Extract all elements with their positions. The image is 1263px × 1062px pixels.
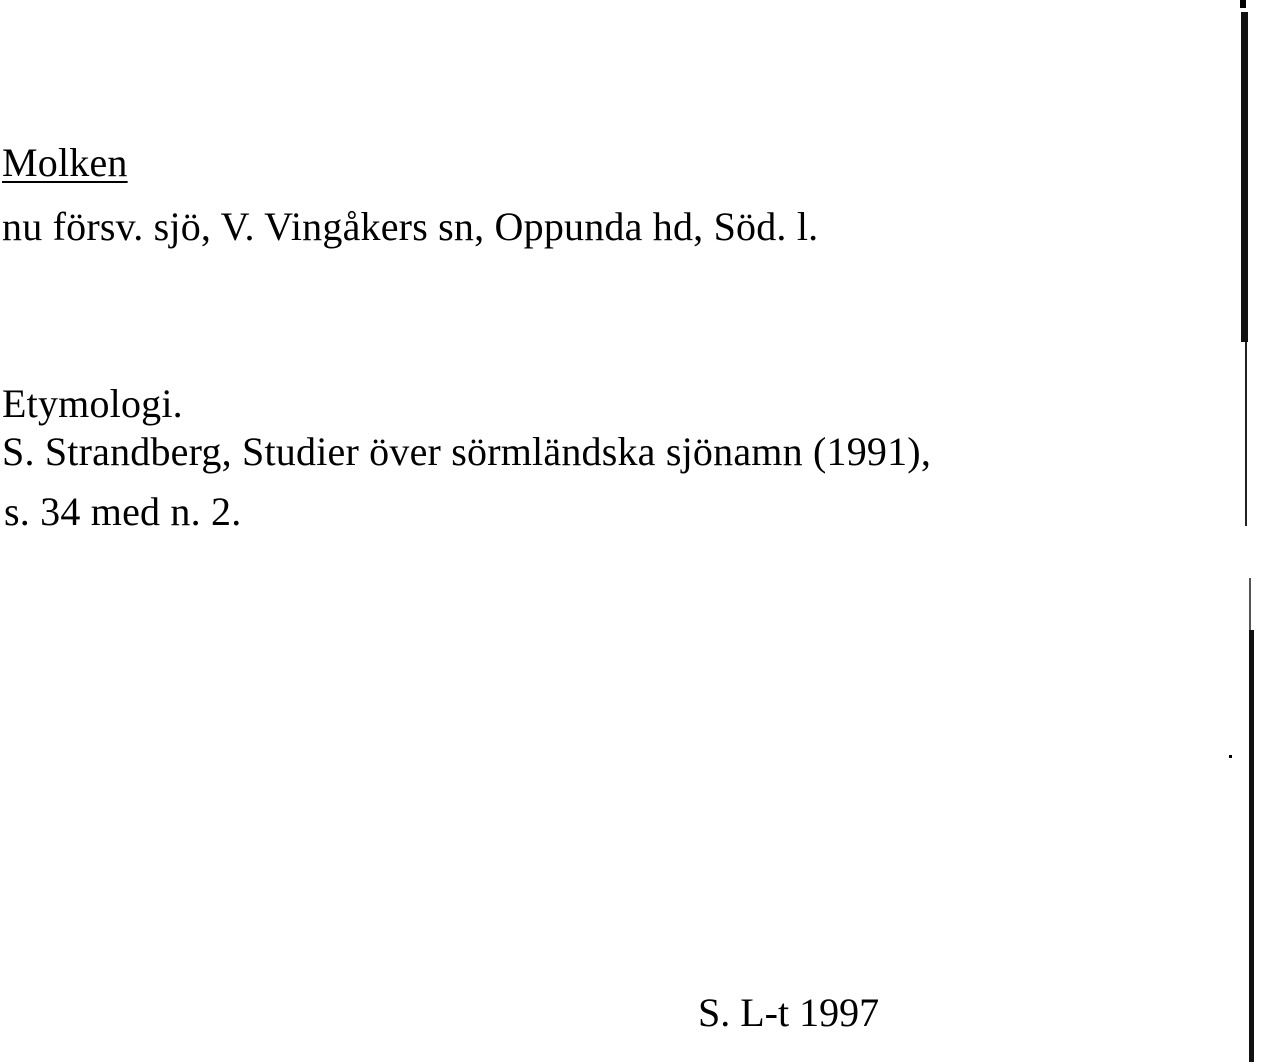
place-description: nu försv. sjö, V. Vingåkers sn, Oppunda hd, Söd. l. <box>2 204 819 249</box>
scan-speck <box>1229 755 1232 758</box>
author-signature: S. L-t 1997 <box>698 990 880 1035</box>
headword: Molken <box>2 140 128 185</box>
scan-edge-line-lower-thin <box>1249 578 1251 630</box>
etymology-heading: Etymologi. <box>2 381 183 426</box>
scan-edge-mark <box>1240 0 1246 8</box>
reference-line-1: S. Strandberg, Studier över sörmländska sjönamn (1991), <box>2 429 932 474</box>
scan-edge-line-upper <box>1241 12 1248 342</box>
scan-edge-line-lower <box>1249 630 1254 1062</box>
scan-edge-line-upper-thin <box>1245 342 1247 526</box>
reference-line-2: s. 34 med n. 2. <box>4 489 242 534</box>
